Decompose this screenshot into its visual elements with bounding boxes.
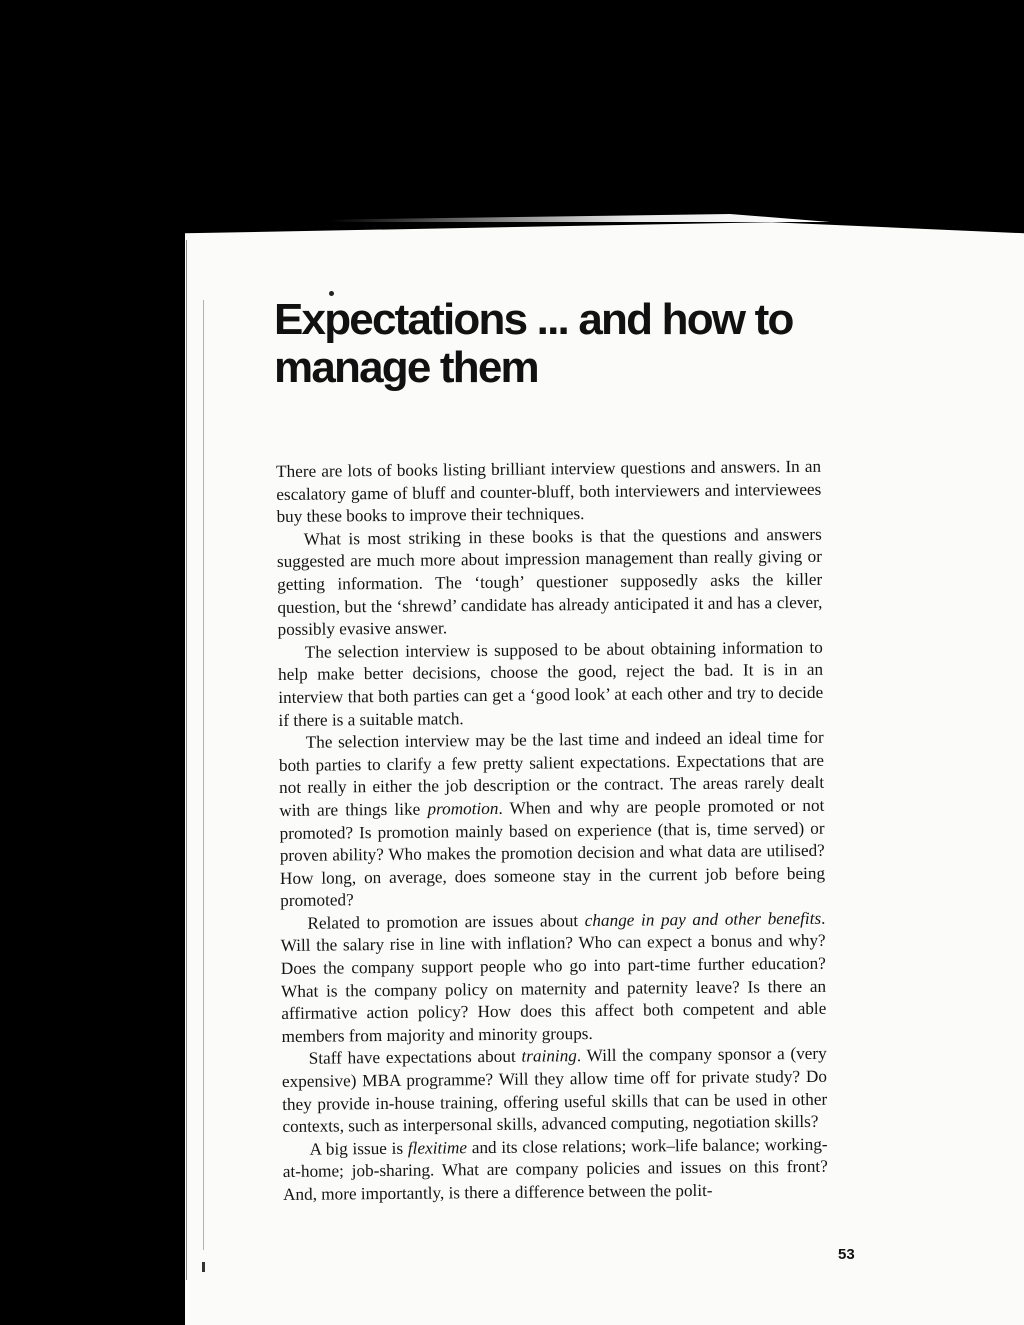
paragraph: [277, 524, 823, 642]
emphasis-text: training: [521, 1046, 577, 1067]
paragraph: [283, 1134, 829, 1207]
body-text: [276, 456, 828, 1207]
emphasis-text: change in pay and other benefits: [584, 908, 822, 930]
binding-edge-line-inner: [203, 300, 204, 1250]
chapter-title-line-1: Expectations ... and how to: [274, 295, 793, 344]
paragraph-text: There are lots of books listing brilliant interview questions and answers. In an escalatory game of bluff and counter-bluff, both interviewers and interviewees buy these books to improve their techniques.: [276, 456, 822, 527]
paragraph-text: A big issue is: [309, 1138, 408, 1159]
paragraph: [282, 1043, 828, 1139]
paragraph-text: . Will the salary rise in line with inflation? Who can expect a bonus and why? Does the company support people who go into part-time further education? What is the company policy on maternity and paternity leave? Is there an affirmative action policy? How does this affect both competent and able members from majority and minority groups.: [280, 908, 827, 1046]
paragraph: [278, 637, 824, 733]
page-number: 53: [838, 1246, 855, 1263]
margin-tick-mark: [202, 1262, 205, 1272]
paragraph-text: The selection interview may be the last time and indeed an ideal time for both parties to clarify a few pretty salient expectations. Expectations that are not really in either the job description or the contract. The areas rarely dealt with are things like: [278, 727, 825, 820]
emphasis-text: promotion: [427, 798, 499, 819]
chapter-title: [274, 296, 834, 392]
binding-edge-line: [186, 240, 187, 1280]
paragraph-text: . Will the company sponsor a (very expensive) MBA programme? Will they allow time off for private study? Do they provide in-house training, offering useful skills that can be used in other contexts, such as interpersonal skills, advanced computing, negotiation skills?: [281, 1044, 828, 1137]
paragraph-text: The selection interview is supposed to be about obtaining information to help make better decisions, choose the good, reject the bad. It is in an interview that both parties can get a ‘good look’ at each other and try to decide if there is a suitable match.: [277, 637, 824, 730]
emphasis-text: flexitime: [407, 1138, 468, 1158]
paragraph: [280, 908, 826, 1049]
paragraph: [276, 456, 822, 529]
paragraph-text: . When and why are people promoted or not promoted? Is promotion mainly based on experience (that is, time served) or proven ability? Who makes the promotion decision and what data are utilised? How long, on average, does someone stay in the current job before being promoted?: [279, 795, 826, 911]
page-curl-shadow: [330, 214, 830, 222]
chapter-title-line-2: manage them: [274, 343, 538, 392]
paragraph: [279, 727, 826, 913]
paragraph-text: Staff have expectations about: [308, 1047, 522, 1069]
paragraph-text: and its close relations; work–life balance; working-at-home; job-sharing. What are company policies and issues on this front? And, more importantly, is there a difference between the polit-: [282, 1134, 828, 1204]
paragraph-text: What is most striking in these books is that the questions and answers suggested are much more about impression management than really giving or getting information. The ‘tough’ questioner supposedly asks the killer question, but the ‘shrewd’ candidate has already anticipated it and has a clever, possibly evasive answer.: [276, 524, 823, 640]
paragraph-text: Related to promotion are issues about: [307, 910, 585, 933]
